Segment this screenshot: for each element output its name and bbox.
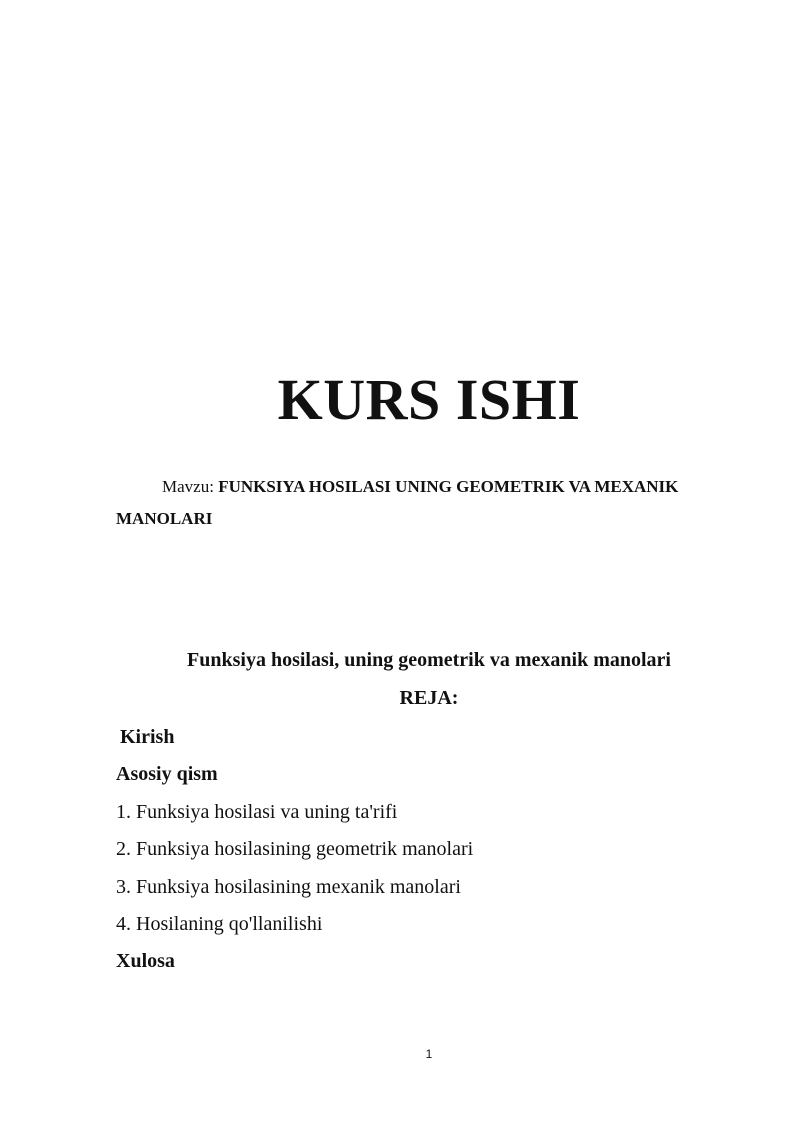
plan-item-conclusion: Xulosa bbox=[116, 950, 175, 973]
plan-item-4: 4. Hosilaning qo'llanilishi bbox=[116, 913, 323, 936]
topic-label: Mavzu: bbox=[162, 477, 219, 496]
plan-subtitle: Funksiya hosilasi, uning geometrik va mexanik manolari bbox=[187, 649, 671, 671]
plan-item-3: 3. Funksiya hosilasining mexanik manolari bbox=[116, 875, 461, 898]
plan-item-1: 1. Funksiya hosilasi va uning ta'rifi bbox=[116, 800, 398, 823]
document-title: KURS ISHI bbox=[277, 367, 581, 432]
page-number: 1 bbox=[425, 1047, 433, 1061]
topic-line bbox=[116, 471, 750, 535]
plan-item-2: 2. Funksiya hosilasining geometrik manolari bbox=[116, 838, 474, 861]
plan-item-introduction: Kirish bbox=[120, 726, 175, 748]
plan-list bbox=[116, 719, 756, 981]
plan-item-main-part: Asosiy qism bbox=[116, 763, 218, 786]
topic-value: FUNKSIYA HOSILASI UNING GEOMETRIK VA MEXANIK MANOLARI bbox=[116, 477, 679, 528]
plan-heading: REJA: bbox=[399, 687, 459, 709]
